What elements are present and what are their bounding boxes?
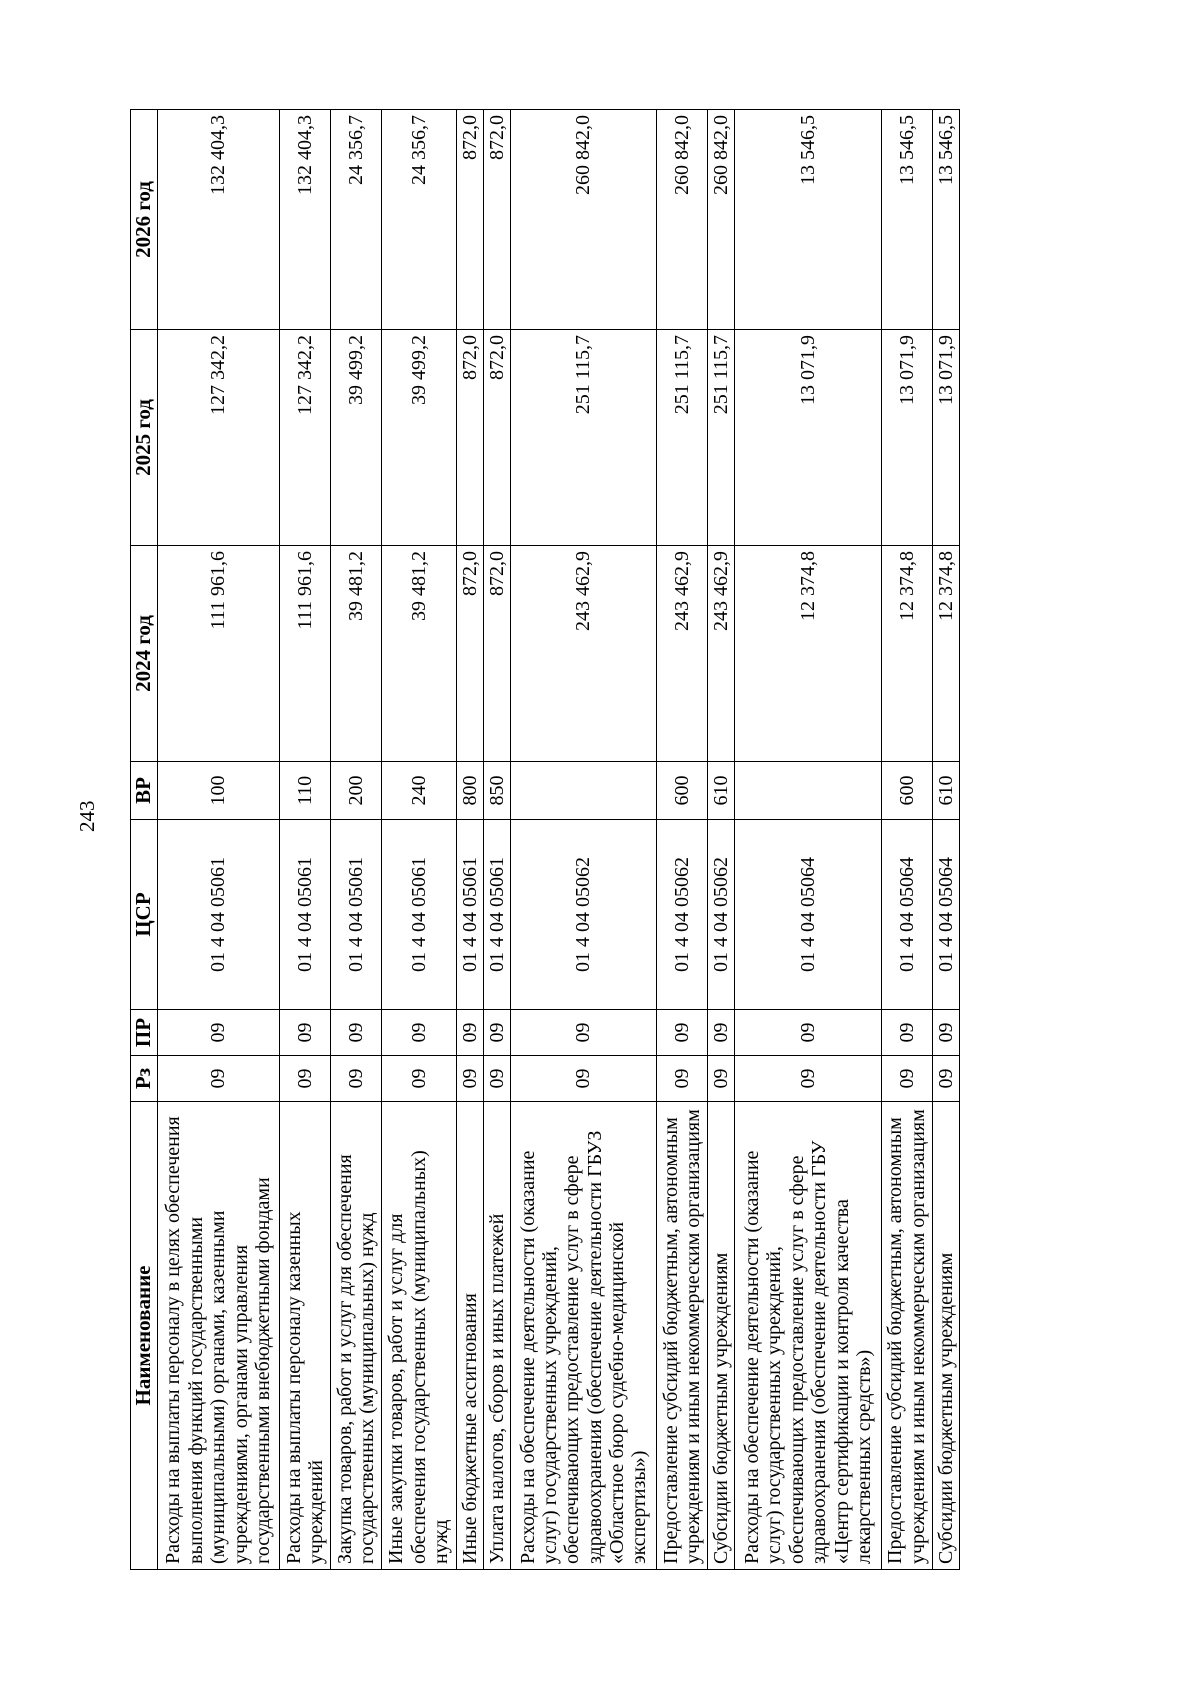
cell-y2025: 127 342,2	[280, 330, 331, 546]
cell-y2025: 251 115,7	[510, 330, 656, 546]
cell-name: Закупка товаров, работ и услуг для обеспечения государственных (муниципальных) нужд	[331, 1102, 382, 1570]
header-2026: 2026 год	[131, 110, 158, 330]
cell-name: Расходы на выплаты персоналу в целях обеспечения выполнения функций государственными (муниципальными) органами, казенными учреждениями, органами управления государственными внебюджетными фондами	[157, 1102, 280, 1570]
cell-y2024: 39 481,2	[331, 546, 382, 762]
cell-y2026: 872,0	[456, 110, 483, 330]
rotated-table-container	[130, 110, 960, 1570]
header-2024: 2024 год	[131, 546, 158, 762]
cell-rz: 09	[280, 1056, 331, 1102]
cell-name: Субсидии бюджетным учреждениям	[932, 1102, 959, 1570]
cell-vr	[735, 762, 881, 820]
header-vr: ВР	[131, 762, 158, 820]
cell-rz: 09	[932, 1056, 959, 1102]
cell-y2026: 13 546,5	[932, 110, 959, 330]
cell-rz: 09	[483, 1056, 510, 1102]
cell-csr: 01 4 04 05064	[735, 820, 881, 1010]
cell-y2026: 13 546,5	[735, 110, 881, 330]
table-row	[157, 110, 280, 1570]
cell-csr: 01 4 04 05062	[510, 820, 656, 1010]
header-csr: ЦСР	[131, 820, 158, 1010]
table-body	[157, 110, 959, 1570]
cell-csr: 01 4 04 05062	[657, 820, 708, 1010]
cell-pr: 09	[331, 1010, 382, 1056]
cell-y2026: 872,0	[483, 110, 510, 330]
cell-y2025: 13 071,9	[932, 330, 959, 546]
cell-csr: 01 4 04 05061	[382, 820, 457, 1010]
cell-name: Иные бюджетные ассигнования	[456, 1102, 483, 1570]
table-row	[708, 110, 735, 1570]
header-row	[131, 110, 158, 1570]
cell-pr: 09	[735, 1010, 881, 1056]
cell-pr: 09	[483, 1010, 510, 1056]
table-row	[510, 110, 656, 1570]
cell-vr: 610	[708, 762, 735, 820]
cell-csr: 01 4 04 05061	[331, 820, 382, 1010]
cell-vr: 850	[483, 762, 510, 820]
cell-vr: 800	[456, 762, 483, 820]
cell-name: Расходы на обеспечение деятельности (оказание услуг) государственных учреждений, обеспечивающих предоставление услуг в сфере здравоохранения (обеспечение деятельности ГБУЗ «Областное бюро судебно-медицинской экспертизы»)	[510, 1102, 656, 1570]
cell-rz: 09	[157, 1056, 280, 1102]
cell-name: Расходы на выплаты персоналу казенных учреждений	[280, 1102, 331, 1570]
cell-csr: 01 4 04 05061	[280, 820, 331, 1010]
cell-rz: 09	[657, 1056, 708, 1102]
cell-rz: 09	[881, 1056, 932, 1102]
cell-y2024: 12 374,8	[735, 546, 881, 762]
cell-name: Иные закупки товаров, работ и услуг для обеспечения государственных (муниципальных) нужд	[382, 1102, 457, 1570]
cell-csr: 01 4 04 05064	[932, 820, 959, 1010]
cell-y2024: 243 462,9	[657, 546, 708, 762]
budget-table	[130, 109, 960, 1570]
cell-name: Уплата налогов, сборов и иных платежей	[483, 1102, 510, 1570]
cell-y2024: 111 961,6	[280, 546, 331, 762]
cell-y2025: 127 342,2	[157, 330, 280, 546]
cell-rz: 09	[382, 1056, 457, 1102]
cell-pr: 09	[280, 1010, 331, 1056]
cell-vr: 610	[932, 762, 959, 820]
cell-csr: 01 4 04 05062	[708, 820, 735, 1010]
cell-y2024: 12 374,8	[881, 546, 932, 762]
table-row	[456, 110, 483, 1570]
cell-name: Расходы на обеспечение деятельности (оказание услуг) государственных учреждений, обеспечивающих предоставление услуг в сфере здравоохранения (обеспечение деятельности ГБУ «Центр сертификации и контроля качества лекарственных средств»)	[735, 1102, 881, 1570]
cell-y2025: 39 499,2	[331, 330, 382, 546]
cell-y2024: 243 462,9	[510, 546, 656, 762]
cell-rz: 09	[456, 1056, 483, 1102]
cell-name: Предоставление субсидий бюджетным, автономным учреждениям и иным некоммерческим организациям	[657, 1102, 708, 1570]
cell-y2026: 24 356,7	[331, 110, 382, 330]
cell-y2026: 132 404,3	[280, 110, 331, 330]
header-2025: 2025 год	[131, 330, 158, 546]
cell-rz: 09	[708, 1056, 735, 1102]
cell-vr: 600	[881, 762, 932, 820]
cell-y2025: 872,0	[483, 330, 510, 546]
cell-vr	[510, 762, 656, 820]
table-row	[932, 110, 959, 1570]
cell-pr: 09	[510, 1010, 656, 1056]
cell-y2024: 12 374,8	[932, 546, 959, 762]
cell-name: Субсидии бюджетным учреждениям	[708, 1102, 735, 1570]
cell-vr: 100	[157, 762, 280, 820]
cell-y2025: 251 115,7	[657, 330, 708, 546]
table-row	[331, 110, 382, 1570]
table-row	[735, 110, 881, 1570]
cell-y2025: 13 071,9	[735, 330, 881, 546]
cell-y2025: 39 499,2	[382, 330, 457, 546]
cell-y2024: 243 462,9	[708, 546, 735, 762]
cell-pr: 09	[157, 1010, 280, 1056]
cell-csr: 01 4 04 05064	[881, 820, 932, 1010]
table-row	[280, 110, 331, 1570]
cell-vr: 110	[280, 762, 331, 820]
cell-name: Предоставление субсидий бюджетным, автономным учреждениям и иным некоммерческим организациям	[881, 1102, 932, 1570]
cell-y2024: 39 481,2	[382, 546, 457, 762]
table-row	[881, 110, 932, 1570]
cell-y2025: 251 115,7	[708, 330, 735, 546]
cell-pr: 09	[657, 1010, 708, 1056]
cell-y2026: 260 842,0	[510, 110, 656, 330]
cell-y2026: 132 404,3	[157, 110, 280, 330]
table-row	[483, 110, 510, 1570]
cell-csr: 01 4 04 05061	[483, 820, 510, 1010]
cell-vr: 200	[331, 762, 382, 820]
cell-rz: 09	[331, 1056, 382, 1102]
cell-y2024: 872,0	[483, 546, 510, 762]
table-row	[382, 110, 457, 1570]
cell-y2026: 24 356,7	[382, 110, 457, 330]
header-rz: Рз	[131, 1056, 158, 1102]
cell-y2025: 13 071,9	[881, 330, 932, 546]
table-row	[657, 110, 708, 1570]
page-number: 243	[75, 800, 99, 832]
cell-pr: 09	[708, 1010, 735, 1056]
header-name: Наименование	[131, 1102, 158, 1570]
cell-y2026: 260 842,0	[708, 110, 735, 330]
header-pr: ПР	[131, 1010, 158, 1056]
cell-pr: 09	[932, 1010, 959, 1056]
cell-pr: 09	[456, 1010, 483, 1056]
cell-y2024: 872,0	[456, 546, 483, 762]
cell-pr: 09	[382, 1010, 457, 1056]
cell-y2026: 13 546,5	[881, 110, 932, 330]
cell-y2026: 260 842,0	[657, 110, 708, 330]
cell-y2025: 872,0	[456, 330, 483, 546]
cell-rz: 09	[510, 1056, 656, 1102]
cell-rz: 09	[735, 1056, 881, 1102]
cell-pr: 09	[881, 1010, 932, 1056]
cell-y2024: 111 961,6	[157, 546, 280, 762]
cell-vr: 240	[382, 762, 457, 820]
cell-vr: 600	[657, 762, 708, 820]
cell-csr: 01 4 04 05061	[157, 820, 280, 1010]
cell-csr: 01 4 04 05061	[456, 820, 483, 1010]
